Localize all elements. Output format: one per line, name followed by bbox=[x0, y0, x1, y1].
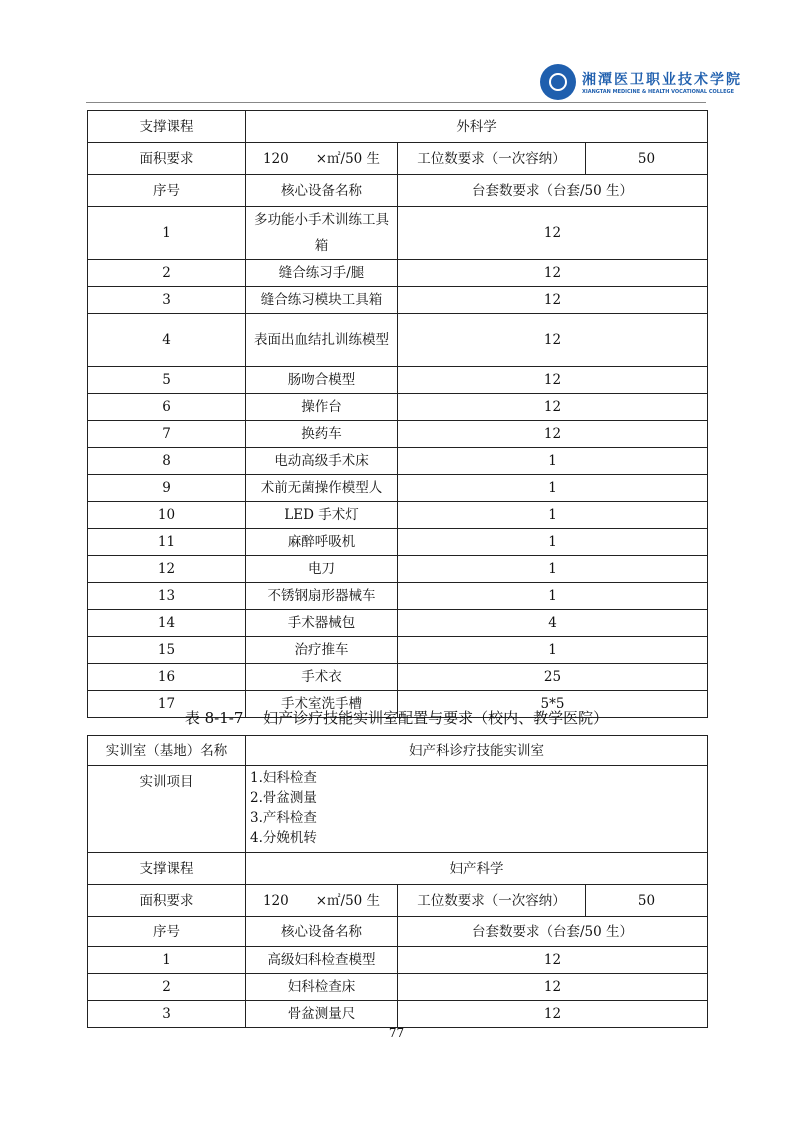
quantity: 12 bbox=[398, 947, 708, 974]
course-label: 支撑课程 bbox=[88, 111, 246, 143]
row-number: 10 bbox=[88, 502, 246, 529]
area-label: 面积要求 bbox=[88, 885, 246, 917]
table-row bbox=[88, 448, 708, 475]
quantity: 12 bbox=[398, 394, 708, 421]
room-value: 妇产科诊疗技能实训室 bbox=[246, 736, 708, 766]
row-number: 2 bbox=[88, 260, 246, 287]
row-number: 13 bbox=[88, 583, 246, 610]
col-qty: 台套数要求（台套/50 生） bbox=[398, 175, 708, 207]
table-row bbox=[88, 1001, 708, 1028]
training-item: 3.产科检查 bbox=[250, 810, 317, 826]
header-rule bbox=[86, 102, 706, 103]
row-number: 11 bbox=[88, 529, 246, 556]
logo-chinese-name: 湘潭医卫职业技术学院 bbox=[582, 72, 742, 88]
quantity: 12 bbox=[398, 421, 708, 448]
table-caption: 表 8-1-7 妇产诊疗技能实训室配置与要求（校内、教学医院） bbox=[184, 709, 609, 727]
quantity: 1 bbox=[398, 637, 708, 664]
equipment-name: 不锈钢扇形器械车 bbox=[246, 583, 398, 610]
course-row bbox=[88, 111, 708, 143]
equipment-name: 电动高级手术床 bbox=[246, 448, 398, 475]
seats-value: 50 bbox=[586, 885, 708, 917]
row-number: 4 bbox=[88, 314, 246, 367]
table-row bbox=[88, 207, 708, 260]
col-no: 序号 bbox=[88, 917, 246, 947]
table-row bbox=[88, 475, 708, 502]
equipment-name: 手术器械包 bbox=[246, 610, 398, 637]
col-no: 序号 bbox=[88, 175, 246, 207]
row-number: 7 bbox=[88, 421, 246, 448]
equipment-name: 肠吻合模型 bbox=[246, 367, 398, 394]
table-row bbox=[88, 260, 708, 287]
equipment-name: 电刀 bbox=[246, 556, 398, 583]
row-number: 8 bbox=[88, 448, 246, 475]
table-row bbox=[88, 367, 708, 394]
items-label: 实训项目 bbox=[88, 766, 246, 853]
equipment-name: 多功能小手术训练工具箱 bbox=[246, 207, 398, 260]
quantity: 5*5 bbox=[398, 691, 708, 718]
logo-english-name: XIANGTAN MEDICINE & HEALTH VOCATIONAL COLLEGE bbox=[582, 89, 735, 95]
quantity: 4 bbox=[398, 610, 708, 637]
row-number: 1 bbox=[88, 947, 246, 974]
quantity: 12 bbox=[398, 367, 708, 394]
equipment-name: 妇科检查床 bbox=[246, 974, 398, 1001]
row-number: 3 bbox=[88, 287, 246, 314]
area-value: 120 ×㎡/50 生 bbox=[246, 885, 398, 917]
equipment-name: 骨盆测量尺 bbox=[246, 1001, 398, 1028]
row-number: 16 bbox=[88, 664, 246, 691]
table-row bbox=[88, 664, 708, 691]
college-logo bbox=[540, 64, 742, 100]
seats-label: 工位数要求（一次容纳） bbox=[398, 143, 586, 175]
course-value: 外科学 bbox=[246, 111, 708, 143]
course-label: 支撑课程 bbox=[88, 853, 246, 885]
row-number: 14 bbox=[88, 610, 246, 637]
table-row bbox=[88, 421, 708, 448]
page-number: 77 bbox=[388, 1026, 405, 1040]
header-row bbox=[88, 917, 708, 947]
quantity: 12 bbox=[398, 260, 708, 287]
area-value: 120 ×㎡/50 生 bbox=[246, 143, 398, 175]
training-item: 4.分娩机转 bbox=[250, 830, 317, 846]
training-item: 2.骨盆测量 bbox=[250, 790, 317, 806]
quantity: 1 bbox=[398, 448, 708, 475]
area-label: 面积要求 bbox=[88, 143, 246, 175]
equipment-name: 术前无菌操作模型人 bbox=[246, 475, 398, 502]
row-number: 15 bbox=[88, 637, 246, 664]
equipment-name: 治疗推车 bbox=[246, 637, 398, 664]
row-number: 9 bbox=[88, 475, 246, 502]
table-row bbox=[88, 947, 708, 974]
row-number: 12 bbox=[88, 556, 246, 583]
training-item: 1.妇科检查 bbox=[250, 770, 317, 786]
equipment-name: LED 手术灯 bbox=[246, 502, 398, 529]
seats-label: 工位数要求（一次容纳） bbox=[398, 885, 586, 917]
table-row bbox=[88, 974, 708, 1001]
seats-value: 50 bbox=[586, 143, 708, 175]
equipment-name: 高级妇科检查模型 bbox=[246, 947, 398, 974]
obstetrics-lab-table bbox=[87, 735, 708, 1028]
row-number: 2 bbox=[88, 974, 246, 1001]
course-row bbox=[88, 853, 708, 885]
items-list bbox=[246, 766, 708, 853]
area-row bbox=[88, 143, 708, 175]
equipment-name: 表面出血结扎训练模型 bbox=[246, 314, 398, 367]
quantity: 1 bbox=[398, 475, 708, 502]
quantity: 1 bbox=[398, 502, 708, 529]
area-row bbox=[88, 885, 708, 917]
equipment-name: 手术衣 bbox=[246, 664, 398, 691]
quantity: 12 bbox=[398, 974, 708, 1001]
course-value: 妇产科学 bbox=[246, 853, 708, 885]
col-name: 核心设备名称 bbox=[246, 175, 398, 207]
room-label: 实训室（基地）名称 bbox=[88, 736, 246, 766]
equipment-name: 缝合练习模块工具箱 bbox=[246, 287, 398, 314]
surgery-lab-table bbox=[87, 110, 708, 718]
quantity: 12 bbox=[398, 287, 708, 314]
quantity: 12 bbox=[398, 314, 708, 367]
header-row bbox=[88, 175, 708, 207]
row-number: 1 bbox=[88, 207, 246, 260]
col-qty: 台套数要求（台套/50 生） bbox=[398, 917, 708, 947]
college-seal-icon bbox=[540, 64, 576, 100]
quantity: 1 bbox=[398, 529, 708, 556]
table-row bbox=[88, 529, 708, 556]
equipment-name: 麻醉呼吸机 bbox=[246, 529, 398, 556]
quantity: 12 bbox=[398, 207, 708, 260]
room-row bbox=[88, 736, 708, 766]
table-row bbox=[88, 610, 708, 637]
row-number: 3 bbox=[88, 1001, 246, 1028]
equipment-name: 换药车 bbox=[246, 421, 398, 448]
table-row bbox=[88, 637, 708, 664]
equipment-name: 缝合练习手/腿 bbox=[246, 260, 398, 287]
table-row bbox=[88, 583, 708, 610]
items-row bbox=[88, 766, 708, 853]
table-row bbox=[88, 314, 708, 367]
quantity: 1 bbox=[398, 583, 708, 610]
table-row bbox=[88, 394, 708, 421]
equipment-name: 操作台 bbox=[246, 394, 398, 421]
table-row bbox=[88, 556, 708, 583]
row-number: 6 bbox=[88, 394, 246, 421]
row-number: 17 bbox=[88, 691, 246, 718]
quantity: 25 bbox=[398, 664, 708, 691]
row-number: 5 bbox=[88, 367, 246, 394]
col-name: 核心设备名称 bbox=[246, 917, 398, 947]
equipment-name: 手术室洗手槽 bbox=[246, 691, 398, 718]
quantity: 12 bbox=[398, 1001, 708, 1028]
table-row bbox=[88, 287, 708, 314]
quantity: 1 bbox=[398, 556, 708, 583]
table-row bbox=[88, 502, 708, 529]
